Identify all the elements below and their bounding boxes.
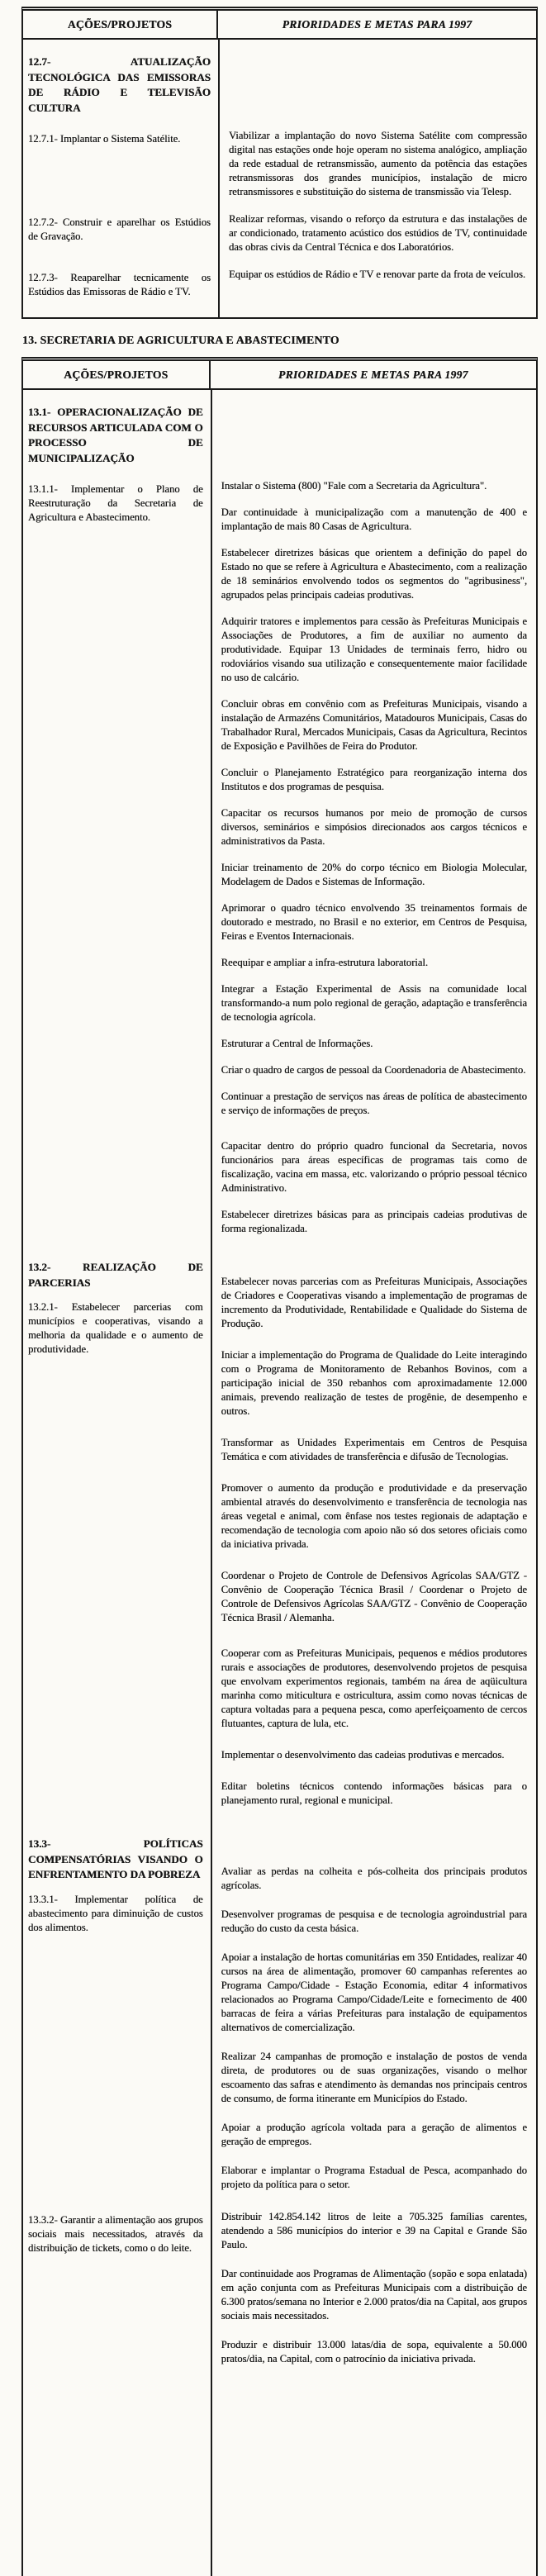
goal-paragraph: Capacitar os recursos humanos por meio de promoção de cursos diversos, seminários e simpósios direcionados aos cargos técnicos e administrativos da Pasta. <box>221 807 527 847</box>
goals-cell <box>218 266 536 293</box>
goal-paragraph: Continuar a prestação de serviços nas áreas de política de abastecimento e serviço de informações de preços. <box>221 1091 527 1116</box>
actions-cell <box>23 266 218 311</box>
goal-paragraph: Realizar 24 campanhas de promoção e instalação de postos de venda direta, de produtores ou de suas organizações, visando o melhor escoamento das safras e atendimento às demandas nos principais centros de consumo, de forma itinerante em Municípios do Estado. <box>221 2051 527 2104</box>
action-item: 12.7.3- Reaparelhar tecnicamente os Estúdios das Emissoras de Rádio e TV. <box>28 272 211 297</box>
actions-cell <box>23 478 211 536</box>
goal-paragraph: Promover o aumento da produção e produtividade e da preservação ambiental através do desenvolvimento e transferência de tecnologia nas áreas vegetal e animal, com ênfase nos testes regionais de adaptação e recomendação de tecnologia com apoio não só dos setores oficiais como da iniciativa privada. <box>221 1482 527 1550</box>
goal-paragraph: Apoiar a instalação de hortas comunitárias em 350 Entidades, realizar 40 cursos na área de alimentação, promover 60 campanhas referentes ao Programa Campo/Cidade - Estação Economia, editar 4 informativos relacionados ao Programa Campo/Cidade/Leite e fornecimento de 400 barracas de feira a várias Prefeituras para instalação de equipamentos alternativos de comercialização. <box>221 1951 527 2033</box>
program-title-13-1: 13.1- OPERACIONALIZAÇÃO DE RECURSOS ARTICULADA COM O PROCESSO DE MUNICIPALIZAÇÃO <box>28 406 203 464</box>
action-item: 13.2.1- Estabelecer parcerias com municípios e cooperativas, visando a melhoria da qualidade e o aumento de produtividade. <box>28 1301 203 1355</box>
goal-paragraph: Aprimorar o quadro técnico envolvendo 35 treinamentos formais de doutorado e mestrado, no Brasil e no exterior, em Centros de Pesquisa, Feiras e Eventos Internacionais. <box>221 902 527 942</box>
goal-paragraph: Produzir e distribuir 13.000 latas/dia de sopa, equivalente a 50.000 pratos/dia, na Capital, com o patrocínio da iniciativa privada. <box>221 2339 527 2365</box>
group-12-7 <box>23 45 536 127</box>
column-header-acoes-projetos: AÇÕES/PROJETOS <box>23 361 211 388</box>
row-13-1-1 <box>23 478 536 1250</box>
row-12-7-1 <box>23 127 536 211</box>
actions-cell <box>23 1827 211 1946</box>
goal-paragraph: Viabilizar a implantação do novo Sistema Satélite com compressão digital nas estações onde hoje operam no sistema analógico, ampliação da rede estadual de retransmissão, aumento da potência das estações retransmissoras dos grandes municípios, instalação de micro retransmissores e substituição do sistema de transmissão via Telesp. <box>228 130 527 197</box>
column-header-prioridades-metas: PRIORIDADES E METAS PARA 1997 <box>278 368 468 381</box>
goal-paragraph: Avaliar as perdas na colheita e pós-colheita dos principais produtos agrícolas. <box>221 1865 527 1891</box>
goals-cell <box>211 478 536 1250</box>
actions-cell <box>23 127 218 158</box>
goal-paragraph: Implementar o desenvolvimento das cadeias produtivas e mercados. <box>221 1749 505 1761</box>
row-12-7-3 <box>23 266 536 311</box>
row-13-3-1 <box>23 1827 536 2208</box>
row-13-3-2 <box>23 2208 536 2383</box>
action-item: 12.7.2- Construir e aparelhar os Estúdios de Gravação. <box>28 216 211 242</box>
goal-paragraph: Desenvolver programas de pesquisa e de tecnologia agroindustrial para redução do custo da cesta básica. <box>221 1908 527 1934</box>
goal-paragraph: Concluir o Planejamento Estratégico para reorganização interna dos Institutos e dos programas de pesquisa. <box>221 767 527 792</box>
actions-cell <box>23 2208 211 2267</box>
row-12-7-2 <box>23 211 536 266</box>
actions-cell <box>23 395 211 478</box>
table-body <box>23 390 536 2576</box>
goals-cell <box>211 1827 536 2208</box>
table-acoes-13 <box>21 357 538 2576</box>
goal-paragraph: Distribuir 142.854.142 litros de leite a 705.325 famílias carentes, atendendo a 586 municípios do interior e 39 na Capital e Grande São Paulo. <box>221 2211 527 2250</box>
goal-paragraph: Estabelecer diretrizes básicas para as principais cadeias produtivas de forma regionalizada. <box>221 1209 527 1234</box>
action-item: 12.7.1- Implantar o Sistema Satélite. <box>28 133 181 145</box>
goal-paragraph: Editar boletins técnicos contendo informações básicas para o planejamento rural, regional e municipal. <box>221 1780 527 1806</box>
goals-cell <box>218 127 536 211</box>
goal-paragraph: Concluir obras em convênio com as Prefeituras Municipais, visando a instalação de Armazéns Comunitários, Matadouros Municipais, Casas do Trabalhador Rural, Mercados Municipais, Casas da Agricultura, Recintos de Exposição e Pavilhões de Feira do Produtor. <box>221 698 527 752</box>
goal-paragraph: Cooperar com as Prefeituras Municipais, pequenos e médios produtores rurais e associações de produtores, desenvolvendo projetos de pesquisa que envolvam experimentos regionais, também na área de aqüicultura marinha como miticultura e ostricultura, assim como novas técnicas de captura voltadas para a pequena pesca, como aperfeiçoamento de cercos flutuantes, captura de lula, etc. <box>221 1647 527 1729</box>
section-heading-13: 13. SECRETARIA DE AGRICULTURA E ABASTECIMENTO <box>22 334 339 346</box>
action-item: 13.3.1- Implementar política de abastecimento para diminuição de custos dos alimentos. <box>28 1893 203 1933</box>
table-header-row <box>23 361 536 390</box>
goal-paragraph: Iniciar a implementação do Programa de Qualidade do Leite interagindo com o Programa de Monitoramento de Rebanhos Bovinos, com a participação inicial de 350 rebanhos com aproximadamente 12.000 animais, prevendo realização de testes de progênie, de desempenho e outros. <box>221 1349 527 1417</box>
goal-paragraph: Transformar as Unidades Experimentais em Centros de Pesquisa Temática e com atividades de transferência e difusão de Tecnologias. <box>221 1437 527 1462</box>
action-item: 13.3.2- Garantir a alimentação aos grupos sociais mais necessitados, através da distribuição de tickets, como o do leite. <box>28 2214 203 2254</box>
goals-cell <box>211 395 536 398</box>
goal-paragraph: Integrar a Estação Experimental de Assis na comunidade local transformando-a num polo regional de geração, adaptação e transferência de tecnologia agrícola. <box>221 983 527 1023</box>
program-title-13-2: 13.2- REALIZAÇÃO DE PARCERIAS <box>28 1261 203 1289</box>
goal-paragraph: Dar continuidade aos Programas de Alimentação (sopão e sopa enlatada) em ação conjunta com as Prefeituras Municipais com a distribuição de 6.300 pratos/semana no Interior e 2.000 pratos/dia na Capital, aos grupos sociais mais necessitados. <box>221 2268 527 2322</box>
program-title-12-7: 12.7- ATUALIZAÇÃO TECNOLÓGICA DAS EMISSORAS DE RÁDIO E TELEVISÃO CULTURA <box>28 55 211 114</box>
goal-paragraph: Coordenar o Projeto de Controle de Defensivos Agrícolas SAA/GTZ - Convênio de Cooperação Técnica Brasil / Coordenar o Projeto de Controle de Defensivos Agrícolas SAA/GTZ - Convênio de Cooperação Técnica Brasil / Alemanha. <box>221 1570 527 1623</box>
table-header-row <box>23 11 536 40</box>
goal-paragraph: Capacitar dentro do próprio quadro funcional da Secretaria, novos funcionários para áreas específicas de programas tais como de fiscalização, vacina em massa, etc. valorizando o próprio pessoal técnico Administrativo. <box>221 1140 527 1194</box>
goal-paragraph: Equipar os estúdios de Rádio e TV e renovar parte da frota de veículos. <box>228 269 526 280</box>
column-header-prioridades-metas: PRIORIDADES E METAS PARA 1997 <box>282 18 472 31</box>
goal-paragraph: Reequipar e ampliar a infra-estrutura laboratorial. <box>221 957 429 968</box>
group-13-1-title <box>23 395 536 478</box>
goal-paragraph: Estruturar a Central de Informações. <box>221 1038 373 1049</box>
actions-cell <box>23 45 218 127</box>
goals-cell <box>211 1250 536 1827</box>
goal-paragraph: Apoiar a produção agrícola voltada para a geração de alimentos e geração de empregos. <box>221 2122 527 2147</box>
goal-paragraph: Elaborar e implantar o Programa Estadual de Pesca, acompanhado do projeto da política para o setor. <box>221 2165 527 2190</box>
row-13-2-1 <box>23 1250 536 1827</box>
goal-paragraph: Instalar o Sistema (800) "Fale com a Secretaria da Agricultura". <box>221 480 487 492</box>
goal-paragraph: Estabelecer novas parcerias com as Prefeituras Municipais, Associações de Criadores e Cooperativas visando a implementação de programas de incremento da Produtividade, Rentabilidade e Qualidade do Sistema de Produção. <box>221 1276 527 1329</box>
goal-paragraph: Dar continuidade à municipalização com a manutenção de 400 e implantação de mais 80 Casas de Agricultura. <box>221 506 527 532</box>
goals-cell <box>218 211 536 266</box>
goal-paragraph: Iniciar treinamento de 20% do corpo técnico em Biologia Molecular, Modelagem de Dados e Sistemas de Informação. <box>221 862 527 887</box>
table-acoes-12-7 <box>21 7 538 319</box>
actions-cell <box>23 211 218 255</box>
goals-cell <box>211 2208 536 2383</box>
table-body <box>23 40 536 317</box>
goal-paragraph: Adquirir tratores e implementos para cessão às Prefeituras Municipais e Associações de Produtores, a fim de auxiliar no aumento da produtividade. Equipar 13 Unidades de terminais ferro, hidro ou rodoviários visando sua utilização e consequentemente maior facilidade no uso de calcário. <box>221 615 527 683</box>
goals-cell <box>218 45 536 48</box>
goal-paragraph: Criar o quadro de cargos de pessoal da Coordenadoria de Abastecimento. <box>221 1064 526 1076</box>
program-title-13-3: 13.3- POLÍTICAS COMPENSATÓRIAS VISANDO O ENFRENTAMENTO DA POBREZA <box>28 1837 203 1880</box>
column-header-acoes-projetos: AÇÕES/PROJETOS <box>23 11 218 38</box>
goal-paragraph: Estabelecer diretrizes básicas que orientem a definição do papel do Estado no que se refere à Agricultura e Abastecimento, com a realização de 18 seminários envolvendo todos os segmentos do "agribusiness", agrupados pelas principais cadeias produtivas. <box>221 547 527 601</box>
goal-paragraph: Realizar reformas, visando o reforço da estrutura e das instalações de ar condicionado, tratamento acústico dos estúdios de TV, continuidade das obras civis da Central Técnica e dos Laboratórios. <box>228 213 527 253</box>
actions-cell <box>23 1250 211 1368</box>
action-item: 13.1.1- Implementar o Plano de Reestruturação da Secretaria de Agricultura e Abastecimento. <box>28 483 203 523</box>
